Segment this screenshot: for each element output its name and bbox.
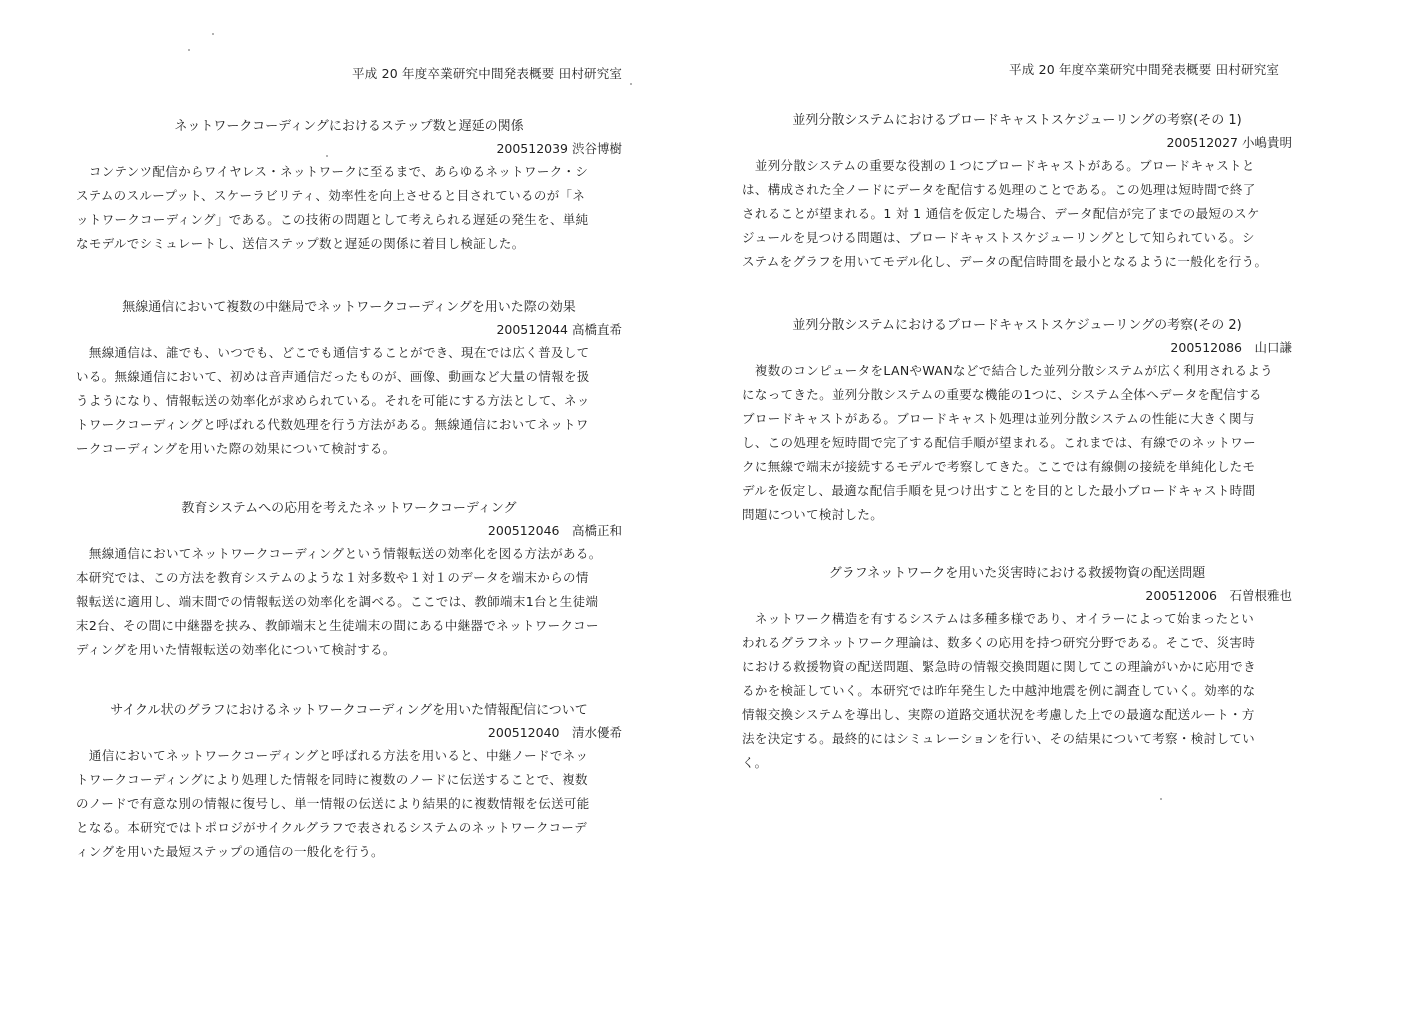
- abstract-line: となる。本研究ではトポロジがサイクルグラフで表されるシステムのネットワークコーデ: [76, 820, 588, 835]
- scan-speck: [188, 49, 190, 51]
- abstract-line: コンテンツ配信からワイヤレス・ネットワークに至るまで、あらゆるネットワーク・シ: [76, 164, 589, 179]
- abstract-1-2: [742, 563, 1292, 775]
- abstract-line: 無線通信においてネットワークコーディングという情報転送の効率化を図る方法がある。: [76, 546, 602, 561]
- abstract-line: トワークコーディングにより処理した情報を同時に複数のノードに伝送することで、複数: [76, 772, 588, 787]
- abstract-line: 無線通信は、誰でも、いつでも、どこでも通信することができ、現在では広く普及して: [76, 345, 590, 360]
- abstract-line: になってきた。並列分散システムの重要な機能の1つに、システム全体へデータを配信する: [742, 387, 1262, 402]
- abstract-0-2: [76, 498, 622, 662]
- abstract-line: ステムのスループット、スケーラビリティ、効率性を向上させると目されているのが「ネ: [76, 188, 586, 203]
- abstract-author: 200512006 石曽根雅也: [1145, 588, 1292, 603]
- abstract-line: 並列分散システムの重要な役割の１つにブロードキャストがある。ブロードキャストと: [742, 158, 1255, 173]
- abstract-author: 200512039 渋谷博樹: [496, 141, 622, 156]
- abstract-line: 問題について検討した。: [742, 507, 884, 522]
- abstract-line: ジュールを見つける問題は、ブロードキャストスケジューリングとして知られている。シ: [742, 230, 1255, 245]
- abstract-line: 末2台、その間に中継器を挟み、教師端末と生徒端末の間にある中継器でネットワークコー: [76, 618, 599, 633]
- abstract-line: 法を決定する。最終的にはシミュレーションを行い、その結果について考察・検討してい: [742, 731, 1256, 746]
- abstract-line: 通信においてネットワークコーディングと呼ばれる方法を用いると、中継ノードでネッ: [76, 748, 589, 763]
- abstract-1-1: [742, 315, 1292, 527]
- abstract-author: 200512046 高橋正和: [487, 523, 622, 538]
- abstract-line: のノードで有意な別の情報に復号し、単一情報の伝送により結果的に複数情報を伝送可能: [76, 796, 590, 811]
- abstract-line: うようになり、情報転送の効率化が求められている。それを可能にする方法として、ネッ: [76, 393, 590, 408]
- abstract-author: 200512044 高橋直希: [496, 322, 622, 337]
- abstract-line: なモデルでシミュレートし、送信ステップ数と遅延の関係に着目し検証した。: [76, 236, 525, 251]
- abstract-line: デルを仮定し、最適な配信手順を見つけ出すことを目的とした最小ブロードキャスト時間: [742, 483, 1256, 498]
- abstract-0-0: [76, 116, 622, 256]
- abstract-line: し、この処理を短時間で完了する配信手順が望まれる。これまでは、有線でのネットワー: [742, 435, 1257, 450]
- abstract-title: 並列分散システムにおけるブロードキャストスケジューリングの考察(その 2): [792, 318, 1242, 333]
- abstract-line: は、構成された全ノードにデータを配信する処理のことである。この処理は短時間で終了: [742, 182, 1256, 197]
- abstract-line: るかを検証していく。本研究では昨年発生した中越沖地震を例に調査していく。効率的な: [742, 683, 1256, 698]
- abstract-line: クに無線で端末が接続するモデルで考察してきた。ここでは有線側の接続を単純化したモ: [742, 459, 1256, 474]
- abstract-line: 報転送に適用し、端末間での情報転送の効率化を調べる。ここでは、教師端末1台と生徒端: [76, 594, 599, 609]
- abstract-line: われるグラフネットワーク理論は、数多くの応用を持つ研究分野である。そこで、災害時: [742, 635, 1256, 650]
- page-header-right: 平成 20 年度卒業研究中間発表概要 田村研究室: [1009, 62, 1280, 77]
- abstract-line: ネットワーク構造を有するシステムは多種多様であり、オイラーによって始まったとい: [742, 611, 1255, 626]
- abstract-line: ブロードキャストがある。ブロードキャスト処理は並列分散システムの性能に大きく関与: [742, 411, 1255, 426]
- abstract-title: 並列分散システムにおけるブロードキャストスケジューリングの考察(その 1): [792, 113, 1242, 128]
- abstract-line: 情報交換システムを導出し、実際の道路交通状況を考慮した上での最適な配送ルート・方: [742, 707, 1255, 722]
- abstract-author: 200512027 小嶋貴明: [1166, 135, 1292, 150]
- abstract-title: ネットワークコーディングにおけるステップ数と遅延の関係: [174, 119, 524, 134]
- abstract-1-0: [742, 110, 1292, 274]
- abstract-line: ットワークコーディング」である。この技術の問題として考えられる遅延の発生を、単純: [76, 212, 589, 227]
- abstract-line: における救援物資の配送問題、緊急時の情報交換問題に関してこの理論がいかに応用でき: [742, 659, 1257, 674]
- abstract-title: サイクル状のグラフにおけるネットワークコーディングを用いた情報配信について: [110, 703, 588, 718]
- abstract-line: ディングを用いた情報転送の効率化について検討する。: [76, 642, 396, 657]
- scan-speck: [1160, 798, 1162, 800]
- scan-speck: [212, 33, 214, 35]
- abstract-line: トワークコーディングと呼ばれる代数処理を行う方法がある。無線通信においてネットワ: [76, 417, 589, 432]
- abstract-line: いる。無線通信において、初めは音声通信だったものが、画像、動画など大量の情報を扱: [76, 369, 590, 384]
- scan-speck: [630, 83, 632, 85]
- abstract-title: グラフネットワークを用いた災害時における救援物資の配送問題: [828, 566, 1206, 581]
- abstract-line: 複数のコンピュータをLANやWANなどで結合した並列分散システムが広く利用されるよう: [742, 363, 1274, 378]
- abstract-author: 200512040 清水優希: [487, 725, 622, 740]
- scan-speck: [326, 155, 328, 157]
- abstract-line: く。: [742, 755, 768, 770]
- abstract-line: ステムをグラフを用いてモデル化し、データの配信時間を最小となるように一般化を行う。: [742, 254, 1268, 269]
- abstract-line: ークコーディングを用いた際の効果について検討する。: [76, 441, 396, 456]
- abstract-title: 教育システムへの応用を考えたネットワークコーディング: [181, 501, 517, 516]
- abstract-title: 無線通信において複数の中継局でネットワークコーディングを用いた際の効果: [122, 300, 576, 315]
- abstract-line: されることが望まれる。1 対 1 通信を仮定した場合、データ配信が完了までの最短のスケ: [742, 206, 1260, 221]
- abstract-0-1: [76, 297, 622, 461]
- abstract-line: 本研究では、この方法を教育システムのような１対多数や１対１のデータを端末からの情: [76, 570, 589, 585]
- abstract-author: 200512086 山口謙: [1170, 340, 1292, 355]
- abstract-line: ィングを用いた最短ステップの通信の一般化を行う。: [76, 844, 384, 859]
- abstract-0-3: [76, 700, 622, 864]
- page-header-left: 平成 20 年度卒業研究中間発表概要 田村研究室: [352, 66, 623, 81]
